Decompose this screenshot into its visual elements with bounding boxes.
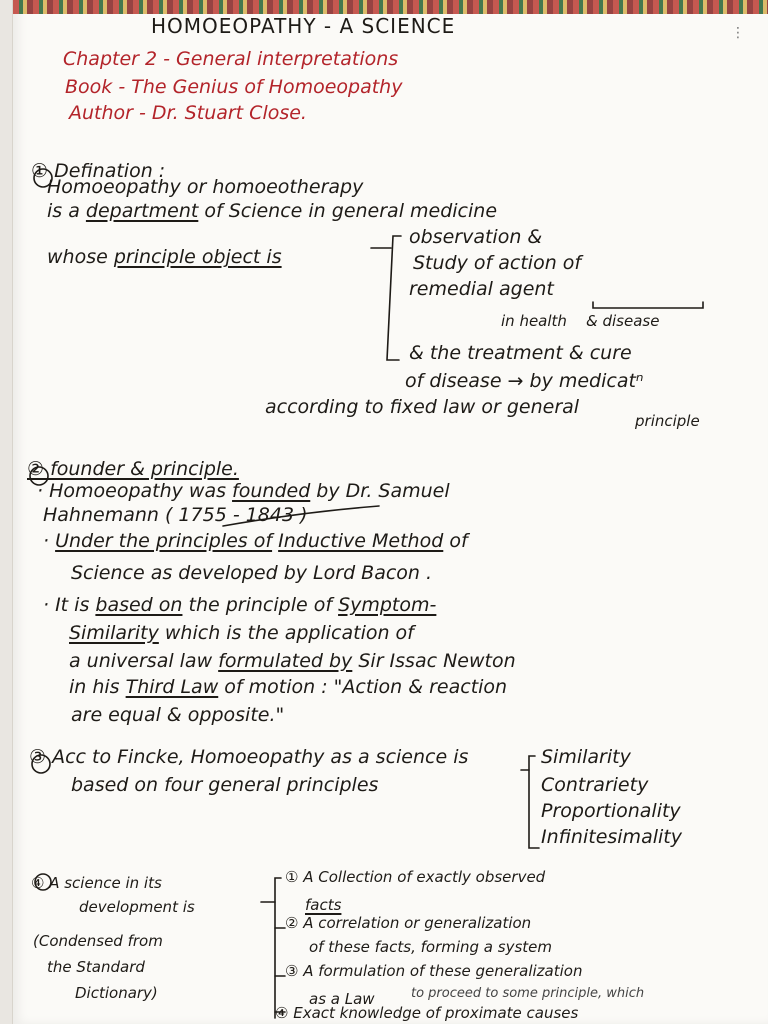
- section2-line2: Hahnemann ( 1755 - 1843 ): [43, 504, 308, 526]
- more-options-icon[interactable]: ⋮: [731, 25, 745, 41]
- section4-item4: ④ Exact knowledge of proximate causes: [275, 1004, 579, 1022]
- section4-item3b: as a Law: [309, 990, 375, 1008]
- section4-line1: ④ A science in its: [31, 874, 162, 892]
- section1-bracket-item6: of disease → by medicatⁿ: [405, 370, 644, 392]
- page-title: HOMOEOPATHY - A SCIENCE: [151, 14, 456, 38]
- section2-line8: in his Third Law of motion : "Action & reaction: [69, 676, 508, 698]
- section1-bracket: [387, 236, 401, 360]
- section4-item2b: of these facts, forming a system: [309, 938, 552, 956]
- section1-bracket-item4: in health & disease: [501, 312, 660, 330]
- section1-bracket-item5: & the treatment & cure: [409, 342, 632, 364]
- section2-line6: Similarity which is the application of: [69, 622, 414, 644]
- section1-line1: Homoeopathy or homoeotherapy: [47, 176, 364, 198]
- section1-bracket-item3: remedial agent: [409, 278, 554, 300]
- section1-line3: whose principle object is: [47, 246, 282, 268]
- section1-line7: according to fixed law or general: [265, 396, 580, 418]
- section4-bracket: [275, 878, 281, 1018]
- author-line: Author - Dr. Stuart Close.: [69, 102, 307, 124]
- section4-item1: ① A Collection of exactly observed: [285, 868, 546, 886]
- section2-heading: ② founder & principle.: [27, 458, 239, 480]
- section4-item3: ③ A formulation of these generalization: [285, 962, 583, 980]
- section3-principle4: Infinitesimality: [541, 826, 682, 848]
- section1-heading: ① Defination :: [31, 160, 166, 182]
- section4-line4: the Standard: [47, 958, 145, 976]
- section3-principle1: Similarity: [541, 746, 631, 768]
- book-line: Book - The Genius of Homoeopathy: [65, 76, 403, 98]
- section1-line2: is a department of Science in general medicine: [47, 200, 498, 222]
- section3-line1: ③ Acc to Fincke, Homoeopathy as a science is: [29, 746, 469, 768]
- notebook-page: [12, 0, 768, 1024]
- section2-line4: Science as developed by Lord Bacon .: [71, 562, 433, 584]
- section2-line7: a universal law formulated by Sir Issac Newton: [69, 650, 516, 672]
- section1-line8: principle: [635, 412, 700, 430]
- bracket-marks: [13, 0, 768, 1024]
- chapter-line: Chapter 2 - General interpretations: [63, 48, 399, 70]
- section4-line2: development is: [79, 898, 195, 916]
- section2-line9: are equal & opposite.": [71, 704, 285, 726]
- section2-line3: · Under the principles of Inductive Method of: [43, 530, 468, 552]
- section1-bracket-item1: observation &: [409, 226, 543, 248]
- section3-principle2: Contrariety: [541, 774, 649, 796]
- section2-line5: · It is based on the principle of Symptom-: [43, 594, 437, 616]
- section4-item1b: facts: [305, 896, 342, 914]
- section4-item2: ② A correlation or generalization: [285, 914, 532, 932]
- section3-principle3: Proportionality: [541, 800, 681, 822]
- section3-line2: based on four general principles: [71, 774, 379, 796]
- section2-line1: · Homoeopathy was founded by Dr. Samuel: [37, 480, 450, 502]
- section4-line5: Dictionary): [75, 984, 158, 1002]
- section1-bracket-item2: Study of action of: [413, 252, 582, 274]
- section4-overlap-text: to proceed to some principle, which: [411, 986, 645, 1001]
- section3-bracket: [529, 756, 539, 848]
- section4-line3: (Condensed from: [33, 932, 163, 950]
